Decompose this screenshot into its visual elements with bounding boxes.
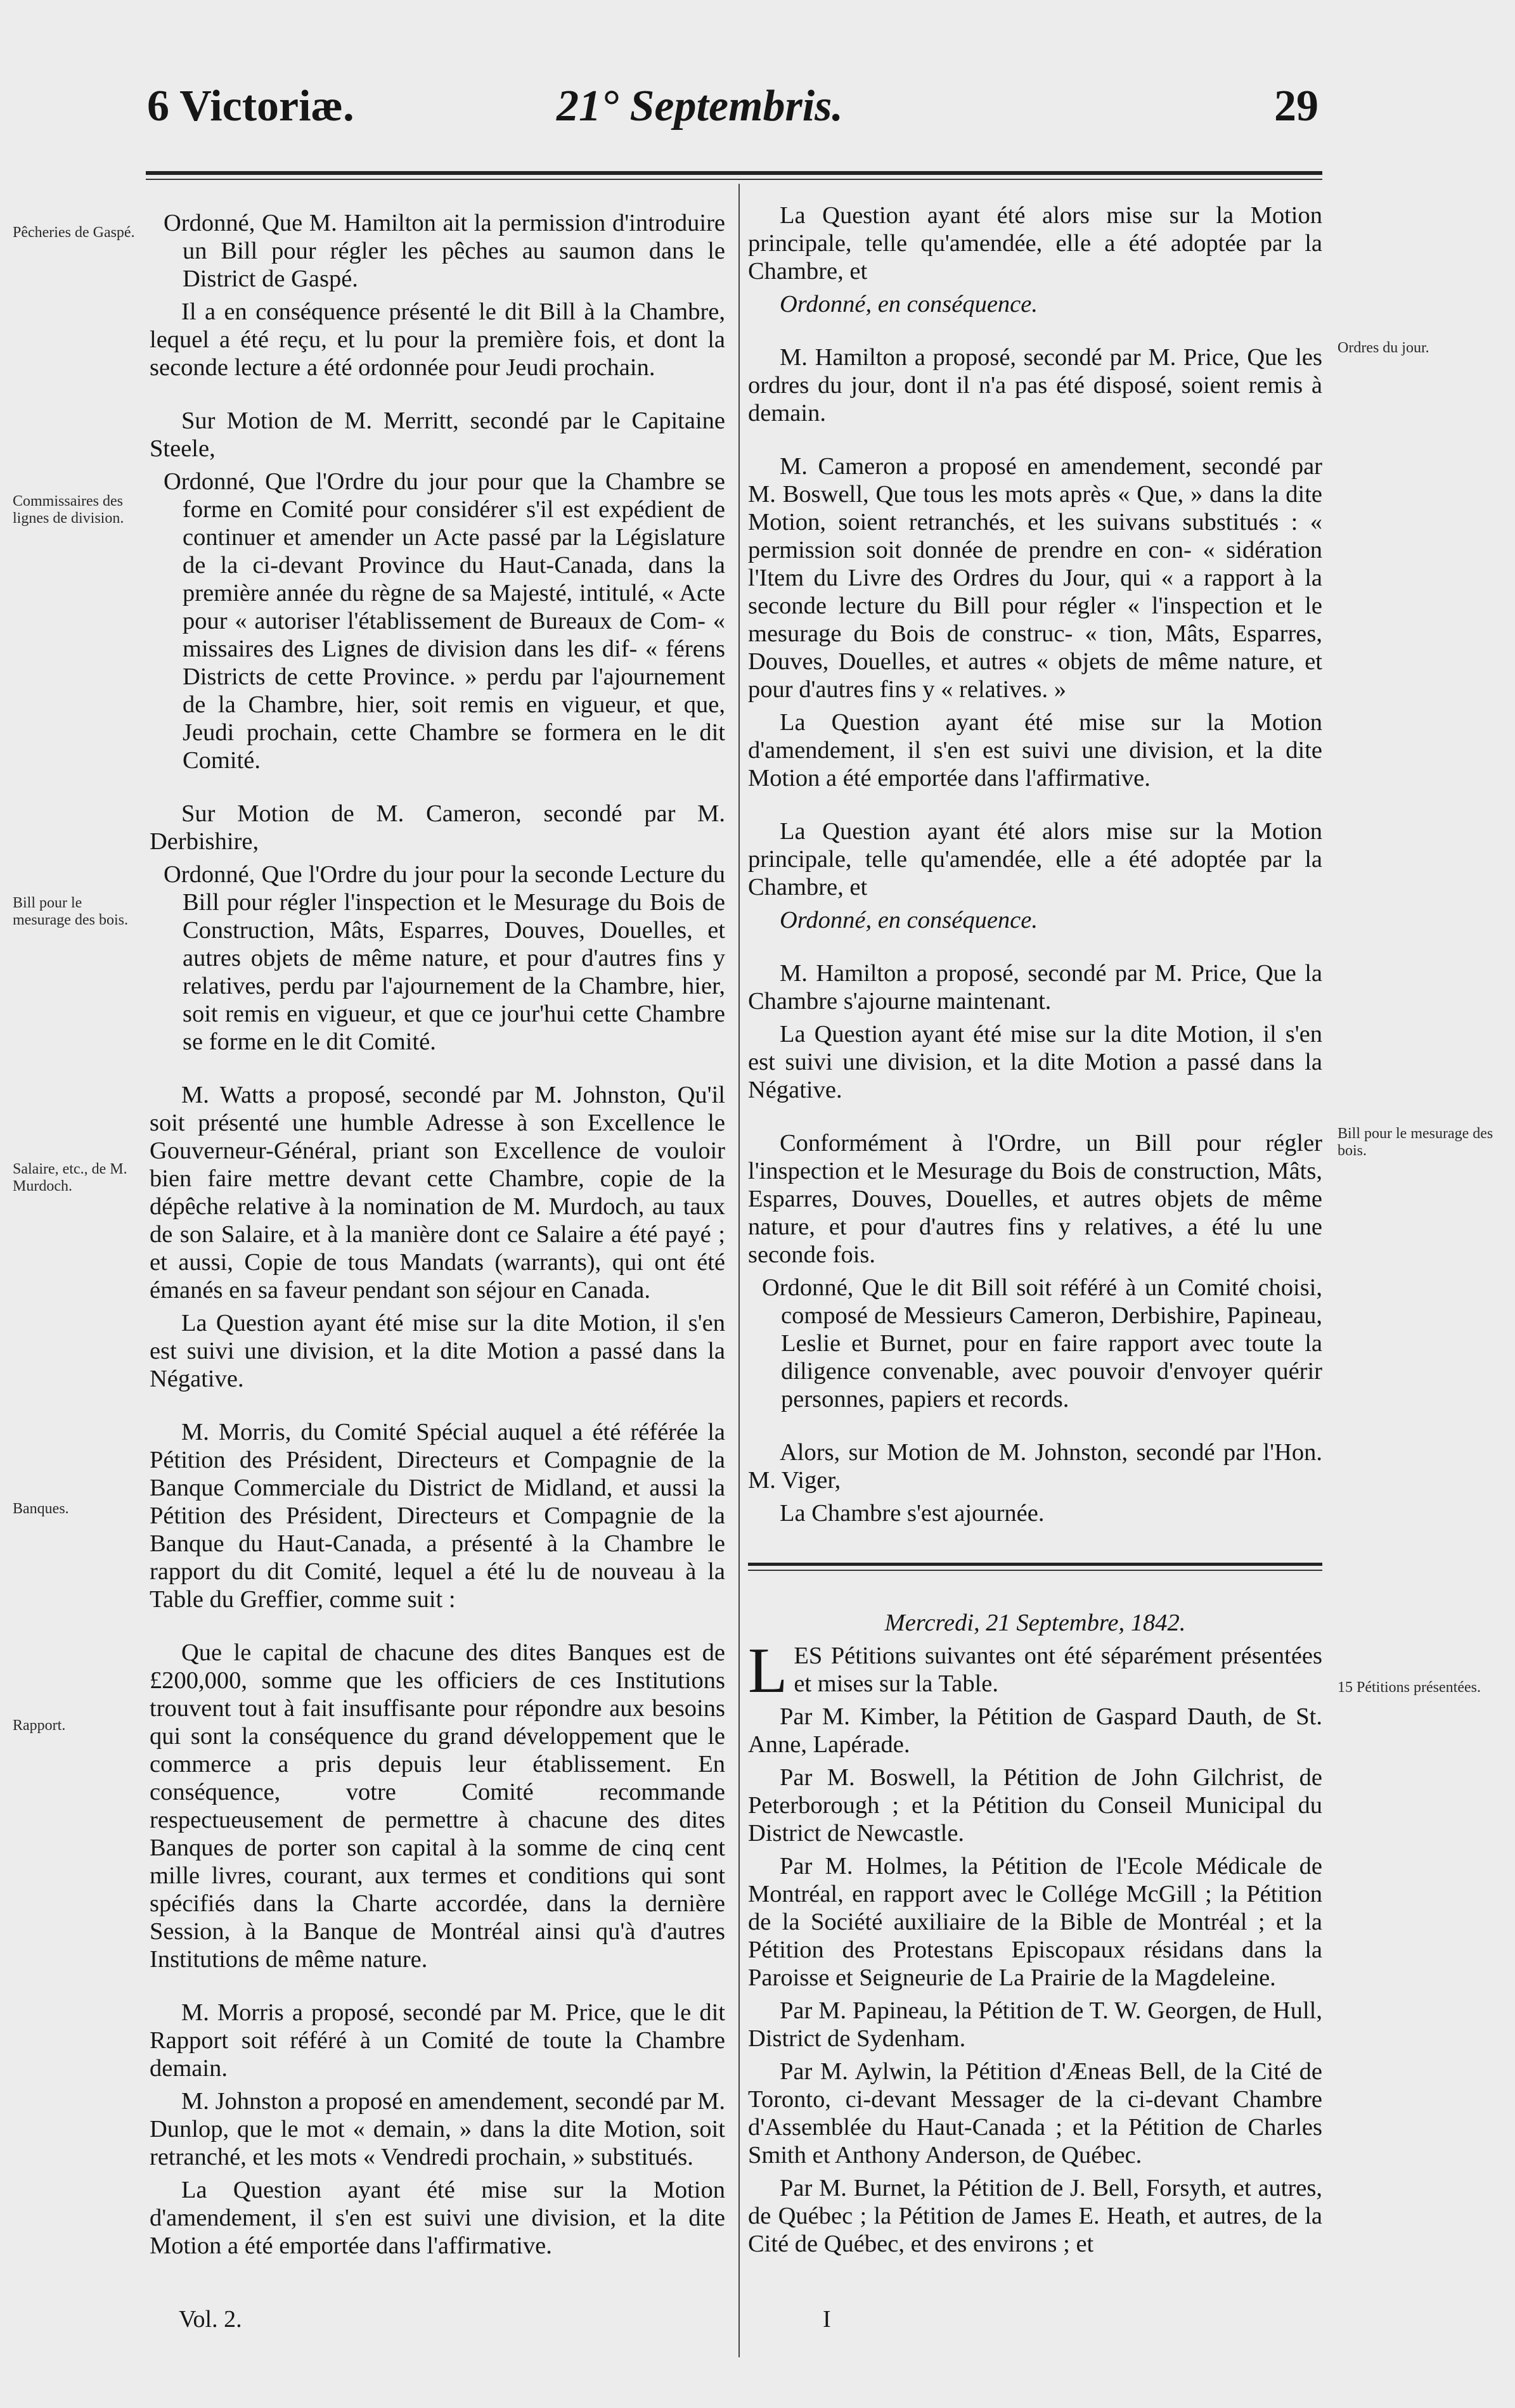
paragraph: Par M. Aylwin, la Pétition d'Æneas Bell, de la Cité de Toronto, ci-devant Messager de la ci-devant Chambre d'Assemblée du Haut-Canada ; et la Pétition de Charles Smith et Anthony Anderson, de Québec.: [748, 2058, 1322, 2168]
margin-note-banques: Banques.: [13, 1501, 69, 1517]
paragraph: Que le capital de chacune des dites Banques est de £200,000, somme que les officiers de ces Institutions trouvent tout à fait insuffisante pour répondre aux besoins qui sont la conséquence du grand développement que le commerce a pris depuis leur établissement. En conséquence, votre Comité recommande respectueusement de permettre à chacune des dites Banques de porter son capital à la somme de cinq cent mille livres, courant, aux termes et conditions qui sont spécifiés dans la Charte accordée, dans la dernière Session, à la Banque de Montréal ainsi qu'à d'autres Institutions de même nature.: [150, 1639, 725, 1973]
header-rule-thin: [146, 179, 1322, 180]
paragraph-intro: [748, 1635, 1322, 1707]
paragraph: M. Morris, du Comité Spécial auquel a été référée la Pétition des Président, Directeurs et Compagnie de la Banque Commerciale du District de Midland, et aussi la Pétition des Président, Directeurs et Compagnie de la Banque du Haut-Canada, a présenté à la Chambre le rapport du dit Comité, lequel a été lu de nouveau à la Table du Greffier, comme suit :: [150, 1419, 725, 1613]
paragraph: Par M. Burnet, la Pétition de J. Bell, Forsyth, et autres, de Québec ; la Pétition de James E. Heath, et autres, de la Cité de Québec, et des environs ; et: [748, 2175, 1322, 2257]
section-separator: [748, 1563, 1322, 1571]
paragraph: Ordonné, en conséquence.: [780, 291, 1038, 317]
paragraph: Par M. Boswell, la Pétition de John Gilchrist, de Peterborough ; et la Pétition du Conseil Municipal du District de Newcastle.: [748, 1764, 1322, 1847]
margin-note-bill-bois: Bill pour le mesurage des bois.: [13, 895, 128, 928]
margin-note-salaire: Salaire, etc., de M. Murdoch.: [13, 1161, 127, 1194]
paragraph: Par M. Holmes, la Pétition de l'Ecole Médicale de Montréal, en rapport avec le Collége McGill ; la Pétition de la Société auxiliaire de la Bible de Montréal ; et la Pétition des Protestans Episcopaux résidans dans la Paroisse et Seigneurie de La Prairie de la Magdeleine.: [748, 1853, 1322, 1991]
paragraph: Ordonné, en conséquence.: [780, 907, 1038, 933]
drop-cap: L: [748, 1635, 788, 1707]
paragraph-intro-text: ES Pétitions suivantes ont été séparément présentées et mises sur la Table.: [794, 1643, 1322, 1697]
paragraph: M. Hamilton a proposé, secondé par M. Price, Que la Chambre s'ajourne maintenant.: [748, 960, 1322, 1015]
paragraph: La Question ayant été mise sur la dite Motion, il s'en est suivi une division, et la dite Motion a passé dans la Négative.: [748, 1021, 1322, 1103]
footer-volume: Vol. 2.: [179, 2306, 242, 2333]
paragraph: La Question ayant été mise sur la Motion d'amendement, il s'en est suivi une division, et la dite Motion a été emportée dans l'affirmative.: [150, 2177, 725, 2259]
paragraph: M. Johnston a proposé en amendement, secondé par M. Dunlop, que le mot « demain, » dans la dite Motion, soit retranché, et les mots « Vendredi prochain, » substitués.: [150, 2088, 725, 2170]
paragraph: Ordonné, Que le dit Bill soit référé à un Comité choisi, composé de Messieurs Cameron, Derbishire, Papineau, Leslie et Burnet, pour en faire rapport avec toute la diligence convenable, avec pouvoir d'envoyer quérir personnes, papiers et records.: [762, 1274, 1322, 1412]
header-rule-thick: [146, 171, 1322, 175]
margin-note-ordres: Ordres du jour.: [1338, 340, 1429, 356]
margin-note-bill-bois-right: Bill pour le mesurage des bois.: [1338, 1125, 1493, 1159]
page-number: 29: [1274, 82, 1318, 131]
paragraph: La Question ayant été alors mise sur la Motion principale, telle qu'amendée, elle a été adoptée par la Chambre, et: [748, 818, 1322, 900]
right-column: [748, 202, 1322, 2263]
paragraph: M. Morris a proposé, secondé par M. Price, que le dit Rapport soit référé à un Comité de toute la Chambre demain.: [150, 1999, 725, 2082]
margin-note-rapport: Rapport.: [13, 1717, 66, 1734]
section-date: Mercredi, 21 Septembre, 1842.: [884, 1610, 1186, 1636]
paragraph: Par M. Kimber, la Pétition de Gaspard Dauth, de St. Anne, Lapérade.: [748, 1703, 1322, 1758]
paragraph: M. Cameron a proposé en amendement, secondé par M. Boswell, Que tous les mots après « Que, » dans la dite Motion, soient retranchés, et les suivans substitués : « permission soit donnée de prendre en con- « sidération l'Item du Livre des Ordres du Jour, qui « a rapport à la seconde lecture du Bill pour régler « l'inspection et le mesurage du Bois de construc- « tion, Mâts, Esparres, Douves, Douelles, et autres « objets de même nature, et pour d'autres fins y « relatives. »: [748, 453, 1322, 703]
paragraph: Il a en conséquence présenté le dit Bill à la Chambre, lequel a été reçu, et lu pour la première fois, et dont la seconde lecture a été ordonnée pour Jeudi prochain.: [150, 298, 725, 381]
margin-note-petitions: 15 Pétitions présentées.: [1338, 1679, 1481, 1696]
left-column: [150, 209, 725, 2265]
paragraph: La Question ayant été mise sur la dite Motion, il s'en est suivi une division, et la dite Motion a passé dans la Négative.: [150, 1310, 725, 1392]
margin-note-peches: Pêcheries de Gaspé.: [13, 224, 135, 241]
header-date: 21° Septembris.: [557, 82, 843, 131]
paragraph: La Question ayant été alors mise sur la Motion principale, telle qu'amendée, elle a été adoptée par la Chambre, et: [748, 202, 1322, 285]
header-session: 6 Victoriæ.: [147, 82, 354, 131]
paragraph: Ordonné, Que l'Ordre du jour pour que la Chambre se forme en Comité pour considérer s'il est expédient de continuer et amender un Acte passé par la Législature de la ci-devant Province du Haut-Canada, dans la première année du règne de sa Majesté, intitulé, « Acte pour « autoriser l'établissement de Bureaux de Com- « missaires des Lignes de division dans les dif- « férens Districts de cette Province. » perdu par l'ajournement de la Chambre, hier, soit remis en vigueur, et que, Jeudi prochain, cette Chambre se formera en le dit Comité.: [164, 468, 725, 774]
paragraph: Par M. Papineau, la Pétition de T. W. Georgen, de Hull, District de Sydenham.: [748, 1997, 1322, 2052]
paragraph: Sur Motion de M. Merritt, secondé par le Capitaine Steele,: [150, 407, 725, 462]
footer-signature: I: [823, 2306, 831, 2333]
column-divider: [738, 184, 740, 2357]
paragraph: Conformément à l'Ordre, un Bill pour régler l'inspection et le Mesurage du Bois de construction, Mâts, Esparres, Douves, Douelles, et autres objets de même nature, et pour d'autres fins y relatives, a été lu une seconde fois.: [748, 1130, 1322, 1268]
paragraph: Sur Motion de M. Cameron, secondé par M. Derbishire,: [150, 800, 725, 855]
paragraph: Ordonné, Que M. Hamilton ait la permission d'introduire un Bill pour régler les pêches au saumon dans le District de Gaspé.: [164, 210, 725, 292]
paragraph: La Question ayant été mise sur la Motion d'amendement, il s'en est suivi une division, et la dite Motion a été emportée dans l'affirmative.: [748, 709, 1322, 791]
margin-note-commissaires: Commissaires des lignes de division.: [13, 493, 124, 527]
paragraph: M. Hamilton a proposé, secondé par M. Price, Que les ordres du jour, dont il n'a pas été disposé, soient remis à demain.: [748, 344, 1322, 426]
paragraph: M. Watts a proposé, secondé par M. Johnston, Qu'il soit présenté une humble Adresse à son Excellence le Gouverneur-Général, priant son Excellence de vouloir bien faire mettre devant cette Chambre, copie de la dépêche relative à la nomination de M. Murdoch, au taux de son Salaire, et à la manière dont ce Salaire a été payé ; et aussi, Copie de tous Mandats (warrants), qui ont été émanés en sa faveur pendant son séjour en Canada.: [150, 1082, 725, 1303]
paragraph: Ordonné, Que l'Ordre du jour pour la seconde Lecture du Bill pour régler l'inspection et le Mesurage du Bois de Construction, Mâts, Esparres, Douves, Douelles, et autres objets de même nature, et pour d'autres fins y relatives, perdu par l'ajournement de la Chambre, hier, soit remis en vigueur, et que ce jour'hui cette Chambre se forme en le dit Comité.: [164, 861, 725, 1055]
paragraph: Alors, sur Motion de M. Johnston, secondé par l'Hon. M. Viger,: [748, 1439, 1322, 1494]
paragraph: La Chambre s'est ajournée.: [780, 1500, 1045, 1527]
